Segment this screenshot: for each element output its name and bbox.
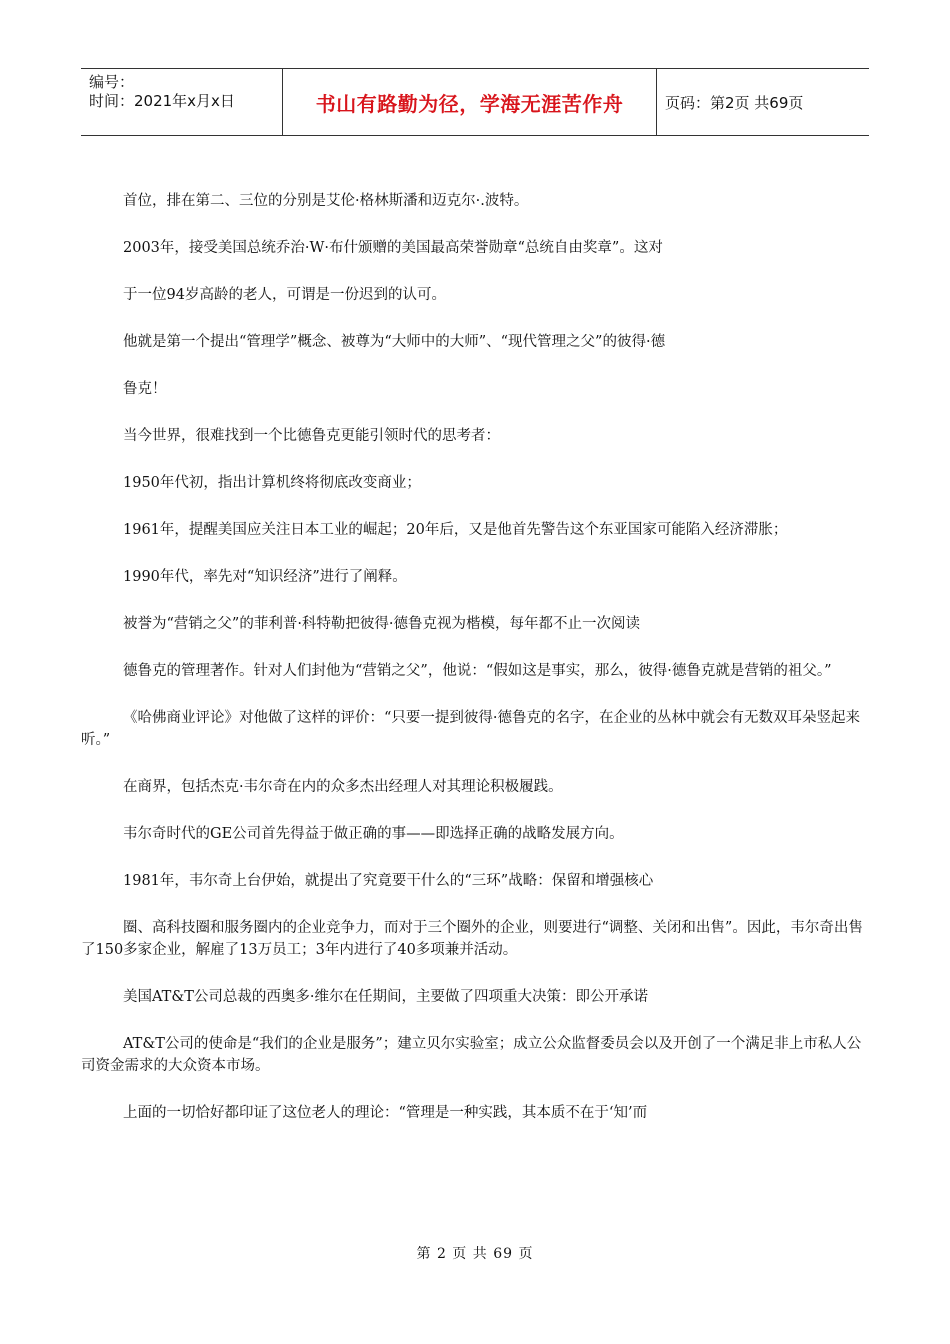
paragraph: 美国AT&T公司总裁的西奥多·维尔在任期间，主要做了四项重大决策：即公开承诺 (123, 989, 649, 1005)
header-meta-cell (81, 69, 283, 135)
paragraph: 圈、高科技圈和服务圈内的企业竞争力，而对于三个圈外的企业，则要进行“调整、关闭和出售”。因此，韦尔奇出售了150多家企业，解雇了13万员工；3年内进行了40多项兼并活动。 (81, 920, 863, 958)
code-label: 编号： (89, 73, 135, 91)
paragraph: 2003年，接受美国总统乔治·W·布什颁赠的美国最高荣誉勋章“总统自由奖章”。这对 (123, 240, 663, 256)
document-body (81, 190, 871, 1124)
document-header (81, 68, 869, 136)
paragraph: 当今世界，很难找到一个比德鲁克更能引领时代的思考者： (123, 428, 500, 444)
paragraph: 被誉为“营销之父”的菲利普·科特勒把彼得·德鲁克视为楷模，每年都不止一次阅读 (123, 616, 641, 632)
paragraph: 在商界，包括杰克·韦尔奇在内的众多杰出经理人对其理论积极履践。 (123, 779, 563, 795)
motto-text: 书山有路勤为径，学海无涯苦作舟 (315, 91, 624, 116)
paragraph: 1981年，韦尔奇上台伊始，就提出了究竟要干什么的“三环”战略：保留和增强核心 (123, 873, 654, 889)
paragraph: 《哈佛商业评论》对他做了这样的评价：“只要一提到彼得·德鲁克的名字，在企业的丛林中就会有无数双耳朵竖起来听。” (81, 710, 861, 748)
paragraph: 1950年代初，指出计算机终将彻底改变商业； (123, 475, 421, 491)
paragraph: 韦尔奇时代的GE公司首先得益于做正确的事——即选择正确的战略发展方向。 (123, 826, 624, 842)
paragraph: 于一位94岁高龄的老人，可谓是一份迟到的认可。 (123, 287, 446, 303)
page-info-cell (657, 69, 869, 135)
paragraph: 1990年代，率先对“知识经济”进行了阐释。 (123, 569, 407, 585)
paragraph: 1961年，提醒美国应关注日本工业的崛起；20年后，又是他首先警告这个东亚国家可能陷入经济滞胀； (123, 522, 788, 538)
paragraph: 德鲁克的管理著作。针对人们封他为“营销之父”，他说：“假如这是事实，那么，彼得·德鲁克就是营销的祖父。” (123, 663, 832, 679)
page-info-text: 页码：第2页 共69页 (665, 93, 804, 112)
time-label: 时间：2021年x月x日 (89, 92, 235, 110)
footer-page-number: 第 2 页 共 69 页 (416, 1246, 534, 1262)
paragraph: 首位，排在第二、三位的分别是艾伦·格林斯潘和迈克尔·.波特。 (123, 193, 529, 209)
page-footer (0, 1243, 950, 1263)
paragraph: 上面的一切恰好都印证了这位老人的理论：“管理是一种实践，其本质不在于‘知’而 (123, 1105, 648, 1121)
paragraph: 鲁克！ (123, 381, 167, 397)
motto-cell (283, 69, 657, 135)
paragraph: AT&T公司的使命是“我们的企业是服务”；建立贝尔实验室；成立公众监督委员会以及开创了一个满足非上市私人公司资金需求的大众资本市场。 (81, 1036, 862, 1074)
paragraph: 他就是第一个提出“管理学”概念、被尊为“大师中的大师”、“现代管理之父”的彼得·德 (123, 334, 666, 350)
